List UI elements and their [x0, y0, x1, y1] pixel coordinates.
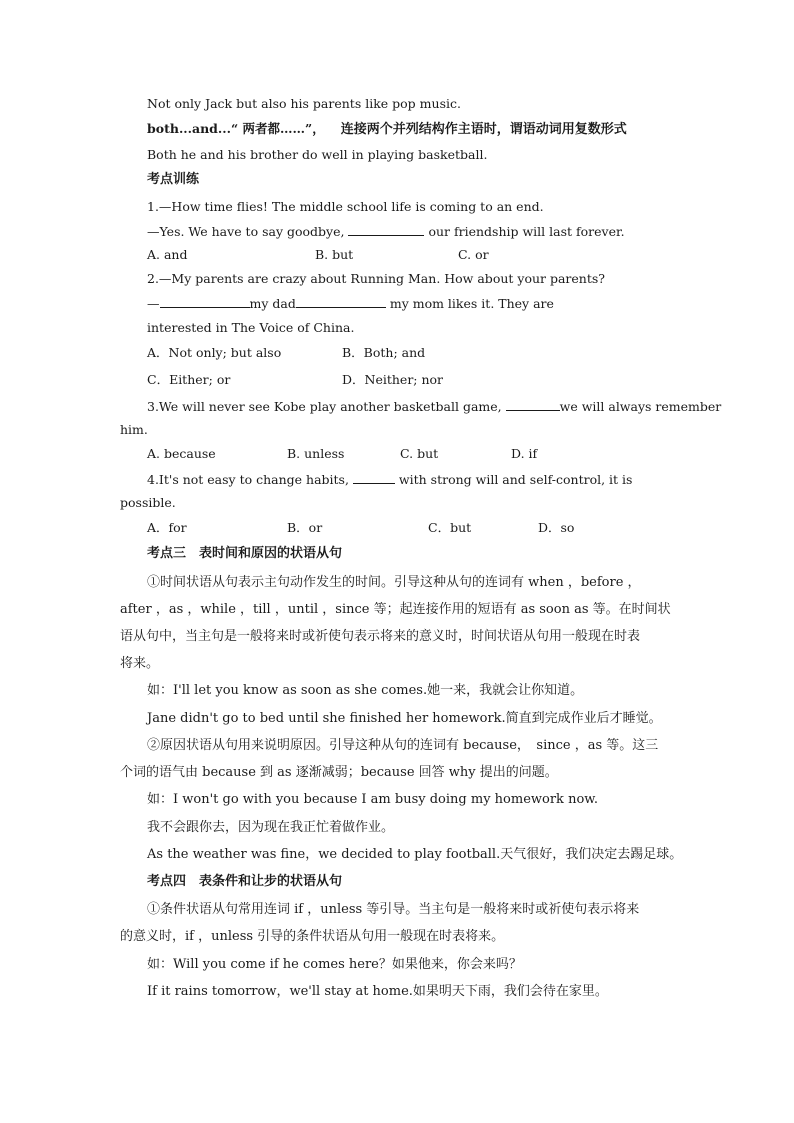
question-4-option-a: A．for — [147, 520, 187, 535]
example-as-soon-as: 如：I'll let you know as soon as she comes.她一来，我就会让你知道。 — [147, 683, 584, 698]
question-2-option-d: D．Neither; nor — [342, 372, 444, 387]
example-if-question: 如：Will you come if he comes here？如果他来，你会来吗？ — [147, 957, 522, 972]
question-1-line-2 — [147, 223, 625, 240]
question-3-option-a: A. because — [147, 446, 216, 461]
question-4-option-c: C．but — [428, 520, 472, 535]
question-2-dash: — — [147, 296, 160, 311]
paragraph-time-clause-4: 将来。 — [120, 656, 160, 671]
question-1-text-post: our friendship will last forever. — [428, 224, 625, 239]
answer-blank — [296, 295, 386, 308]
answer-blank — [353, 471, 395, 484]
question-3-option-c: C. but — [400, 446, 439, 461]
rule-both-and-term: both...and...“ 两者都……”， — [147, 121, 325, 136]
example-until: Jane didn't go to bed until she finished her homework.简直到完成作业后才睡觉。 — [147, 711, 662, 726]
paragraph-time-clause-1: ①时间状语从句表示主句动作发生的时间。引导这种从句的连词有 when ，before ， — [147, 575, 641, 590]
question-2-text-mid: my dad — [249, 296, 296, 311]
section-heading-time-reason: 考点三 表时间和原因的状语从句 — [147, 546, 343, 561]
example-because: 如：I won't go with you because I am busy doing my homework now. — [147, 792, 598, 807]
question-4-option-b: B．or — [287, 520, 323, 535]
example-as: As the weather was fine，we decided to play football.天气很好，我们决定去踢足球。 — [147, 847, 683, 862]
question-4-line-2: possible. — [120, 495, 176, 510]
question-4 — [147, 471, 632, 488]
question-2-line-3: interested in The Voice of China. — [147, 320, 355, 335]
example-not-only: Not only Jack but also his parents like pop music. — [147, 96, 461, 111]
example-if-rain: If it rains tomorrow，we'll stay at home.如果明天下雨，我们会待在家里。 — [147, 984, 608, 999]
answer-blank — [160, 295, 250, 308]
paragraph-condition-1: ①条件状语从句常用连词 if ，unless 等引导。当主句是一般将来时或祈使句表示将来 — [147, 902, 640, 917]
question-3-line-2: him. — [120, 422, 148, 437]
rule-both-and — [147, 121, 627, 138]
question-2-line-2 — [147, 295, 554, 312]
question-3-text-post: we will always remember — [559, 399, 722, 414]
question-1-option-a: A. and — [147, 247, 188, 262]
section-heading-condition: 考点四 表条件和让步的状语从句 — [147, 874, 343, 889]
rule-both-and-desc: 连接两个并列结构作主语时，谓语动词用复数形式 — [340, 122, 627, 137]
question-4-option-d: D．so — [538, 520, 575, 535]
paragraph-time-clause-2: after ，as ，while ，till ，until ，since 等；起连接作用的短语有 as soon as 等。在时间状 — [120, 602, 671, 617]
question-2-option-a: A．Not only; but also — [147, 345, 282, 360]
question-2-option-b: B．Both; and — [342, 345, 426, 360]
question-1-option-b: B. but — [315, 247, 354, 262]
question-1: 1.—How time flies! The middle school life is coming to an end. — [147, 199, 544, 214]
question-3-option-b: B. unless — [287, 446, 345, 461]
question-2-text-post: my mom likes it. They are — [389, 296, 554, 311]
paragraph-time-clause-3: 语从句中，当主句是一般将来时或祈使句表示将来的意义时，时间状语从句用一般现在时表 — [120, 629, 641, 644]
section-heading-practice: 考点训练 — [147, 172, 200, 187]
question-2: 2.—My parents are crazy about Running Man. How about your parents? — [147, 271, 605, 286]
paragraph-reason-clause-1: ②原因状语从句用来说明原因。引导这种从句的连词有 because， since ，as 等。这三 — [147, 738, 659, 753]
question-4-text-post: with strong will and self-control, it is — [398, 472, 633, 487]
question-1-text-pre: —Yes. We have to say goodbye, — [147, 224, 345, 239]
question-1-option-c: C. or — [458, 247, 489, 262]
paragraph-condition-2: 的意义时，if ，unless 引导的条件状语从句用一般现在时表将来。 — [120, 929, 505, 944]
paragraph-reason-clause-2: 个词的语气由 because 到 as 逐渐减弱；because 回答 why 提出的问题。 — [120, 765, 558, 780]
answer-blank — [348, 223, 424, 236]
question-4-text-pre: 4.It's not easy to change habits, — [147, 472, 349, 487]
answer-blank — [506, 398, 560, 411]
question-2-option-c: C．Either; or — [147, 372, 231, 387]
example-both-and: Both he and his brother do well in playing basketball. — [147, 147, 488, 162]
question-3-text-pre: 3.We will never see Kobe play another basketball game, — [147, 399, 502, 414]
example-because-translation: 我不会跟你去，因为现在我正忙着做作业。 — [147, 820, 395, 835]
question-3-option-d: D. if — [511, 446, 538, 461]
question-3 — [147, 398, 721, 415]
